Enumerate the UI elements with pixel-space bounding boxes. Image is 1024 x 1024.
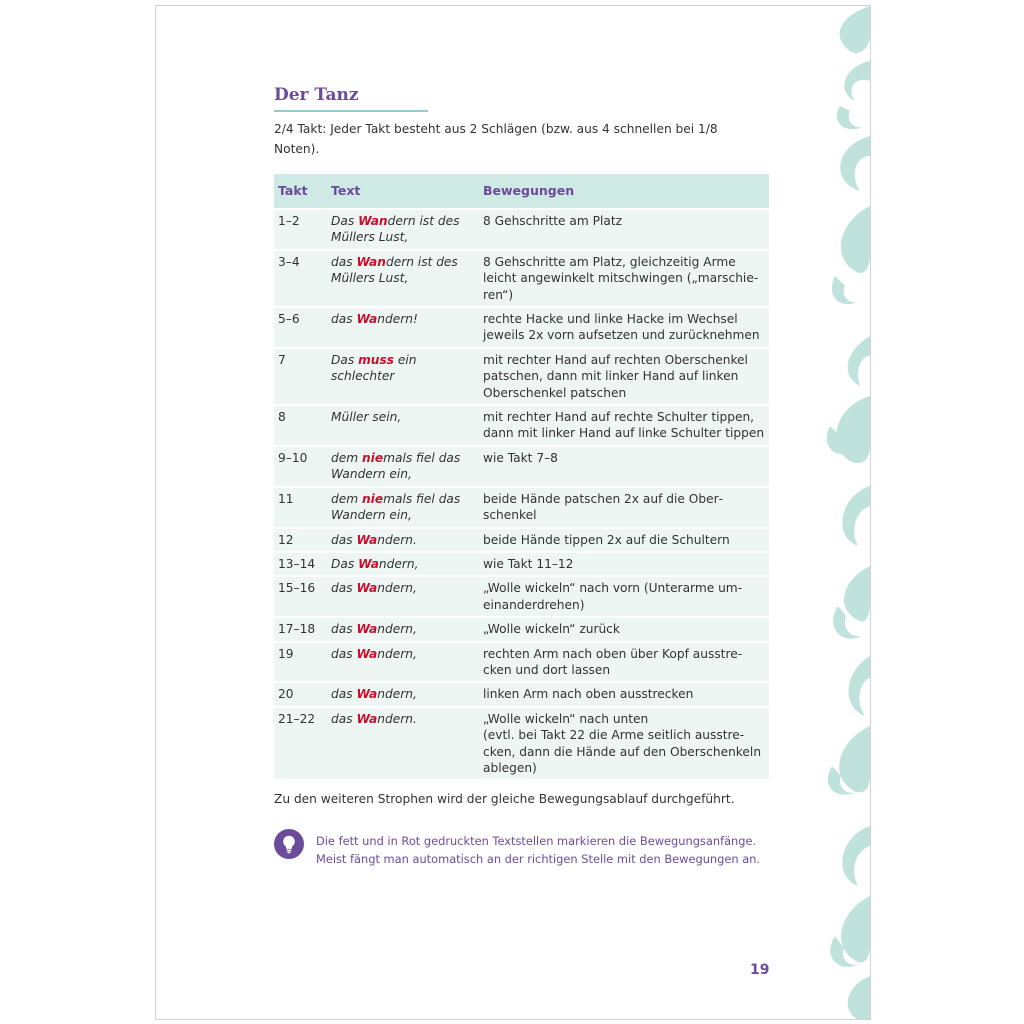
cell-bewegung: „Wolle wickeln“ nach unten (evtl. bei Takt 22 die Arme seitlich ausstrecken, dann die Hände auf den Oberschenkeln ablegen) (479, 708, 769, 780)
lyric-segment: das (331, 622, 357, 637)
lyric-segment: das (331, 711, 357, 726)
cell-takt: 17–18 (274, 618, 327, 640)
highlighted-syllable: nie (361, 491, 384, 506)
lyric-segment: dern ist des Müllers Lust, (331, 214, 460, 245)
highlighted-syllable: Wa (356, 312, 378, 327)
tip-line-2: Meist fängt man automatisch an der richtigen Stelle mit den Bewegungen an. (316, 851, 761, 866)
lyric-segment: dem (331, 450, 362, 465)
cell-bewegung: 8 Gehschritte am Platz (479, 210, 769, 249)
content-area (274, 84, 774, 879)
cell-takt: 13–14 (274, 553, 327, 575)
lyric-segment: ndern, (377, 687, 417, 702)
lyric-segment: Müller sein, (331, 410, 402, 425)
table-row (274, 210, 769, 249)
cell-text (327, 643, 479, 682)
lyric-segment: das (331, 581, 357, 596)
cell-takt: 12 (274, 529, 327, 551)
cell-text (327, 577, 479, 616)
cell-text (327, 708, 479, 780)
cell-bewegung: 8 Gehschritte am Platz, gleichzeitig Arme leicht angewinkelt mitschwingen („marschieren“) (479, 251, 769, 306)
lyric-segment: dern ist des Müllers Lust, (331, 254, 458, 286)
lyric-segment: Das (331, 214, 359, 228)
cell-takt: 5–6 (274, 308, 327, 347)
highlighted-syllable: Wa (358, 556, 379, 571)
cell-text (327, 406, 479, 445)
section-title: Der Tanz (274, 84, 428, 112)
column-header-takt: Takt (274, 174, 327, 208)
lightbulb-icon (274, 829, 304, 859)
cell-bewegung: linken Arm nach oben ausstrecken (479, 683, 769, 705)
lyric-segment: das (331, 687, 357, 702)
lyric-segment: ndern, (378, 556, 419, 571)
cell-takt: 15–16 (274, 577, 327, 616)
table-row (274, 406, 769, 445)
lyric-segment: das (331, 532, 357, 547)
cell-bewegung: beide Hände patschen 2x auf die Oberschenkel (479, 488, 769, 527)
table-row (274, 308, 769, 347)
cell-text (327, 308, 479, 347)
table-row (274, 251, 769, 306)
cell-bewegung: „Wolle wickeln“ zurück (479, 618, 769, 640)
cell-bewegung: mit rechter Hand auf rechte Schulter tippen, dann mit linker Hand auf linke Schulter tippen (479, 406, 769, 445)
highlighted-syllable: Wa (356, 711, 378, 726)
lyric-segment: das (331, 254, 357, 269)
lyric-segment: ndern, (377, 622, 417, 637)
cell-text (327, 349, 479, 404)
tip-box (274, 829, 774, 879)
cell-bewegung: beide Hände tippen 2x auf die Schultern (479, 529, 769, 551)
cell-text (327, 529, 479, 551)
cell-text (327, 683, 479, 705)
lyric-segment: ndern! (377, 312, 418, 327)
highlighted-syllable: Wa (356, 532, 378, 547)
table-row (274, 488, 769, 527)
table-header-row (274, 174, 769, 208)
table-row (274, 349, 769, 404)
cell-bewegung: wie Takt 11–12 (479, 553, 769, 575)
table-row (274, 643, 769, 682)
intro-text: 2/4 Takt: Jeder Takt besteht aus 2 Schlägen (bzw. aus 4 schnellen bei 1/8 Noten). (274, 122, 718, 156)
page-number: 19 (750, 962, 770, 978)
cell-bewegung: wie Takt 7–8 (479, 447, 769, 486)
cell-text (327, 488, 479, 527)
lyric-segment: ndern. (377, 711, 417, 726)
cell-text (327, 210, 479, 249)
highlighted-syllable: Wa (356, 646, 378, 661)
lyric-segment: Das (331, 556, 359, 571)
tip-line-1: Die fett und in Rot gedruckten Textstellen markieren die Bewegungsanfänge. (316, 834, 757, 849)
document-page (155, 5, 871, 1020)
lyric-segment: ndern, (377, 581, 417, 596)
cell-takt: 3–4 (274, 251, 327, 306)
tip-text (316, 833, 776, 868)
highlighted-syllable: Wa (356, 687, 378, 702)
table-row (274, 553, 769, 575)
cell-takt: 21–22 (274, 708, 327, 780)
cell-takt: 1–2 (274, 210, 327, 249)
cell-bewegung: rechten Arm nach oben über Kopf ausstrecken und dort lassen (479, 643, 769, 682)
lyric-segment: das (331, 312, 357, 327)
highlighted-syllable: Wan (358, 214, 388, 228)
table-row (274, 529, 769, 551)
cell-text (327, 553, 479, 575)
table-row (274, 618, 769, 640)
cell-bewegung: „Wolle wickeln“ nach vorn (Unterarme umeinanderdrehen) (479, 577, 769, 616)
highlighted-syllable: Wan (356, 254, 386, 269)
decorative-ornament (810, 6, 870, 1020)
lyric-segment: dem (331, 491, 362, 506)
highlighted-syllable: muss (358, 352, 394, 367)
cell-takt: 7 (274, 349, 327, 404)
dance-table (274, 172, 769, 781)
column-header-text: Text (327, 174, 479, 208)
table-row (274, 708, 769, 780)
lyric-segment: ndern, (377, 646, 417, 661)
cell-bewegung: mit rechter Hand auf rechten Oberschenkel patschen, dann mit linker Hand auf linken Oberschenkel patschen (479, 349, 769, 404)
lyric-segment: mals fiel das Wandern ein, (331, 491, 461, 523)
cell-text (327, 618, 479, 640)
cell-takt: 8 (274, 406, 327, 445)
cell-takt: 20 (274, 683, 327, 705)
highlighted-syllable: Wa (356, 622, 378, 637)
lyric-segment: ndern. (377, 532, 417, 547)
cell-text (327, 251, 479, 306)
highlighted-syllable: Wa (356, 581, 378, 596)
table-row (274, 447, 769, 486)
cell-takt: 19 (274, 643, 327, 682)
cell-text (327, 447, 479, 486)
table-row (274, 683, 769, 705)
table-row (274, 577, 769, 616)
lyric-segment: mals fiel das Wandern ein, (331, 450, 461, 482)
table-body (274, 210, 769, 779)
lyric-segment: das (331, 646, 357, 661)
column-header-bewegungen: Bewegungen (479, 174, 769, 208)
lyric-segment: Das (331, 352, 359, 367)
cell-bewegung: rechte Hacke und linke Hacke im Wechsel jeweils 2x vorn aufsetzen und zurücknehmen (479, 308, 769, 347)
closing-text: Zu den weiteren Strophen wird der gleiche Bewegungsablauf durchgeführt. (274, 792, 735, 807)
highlighted-syllable: nie (361, 450, 384, 465)
cell-takt: 11 (274, 488, 327, 527)
lyric-segment: ein schlechter (331, 352, 417, 384)
cell-takt: 9–10 (274, 447, 327, 486)
